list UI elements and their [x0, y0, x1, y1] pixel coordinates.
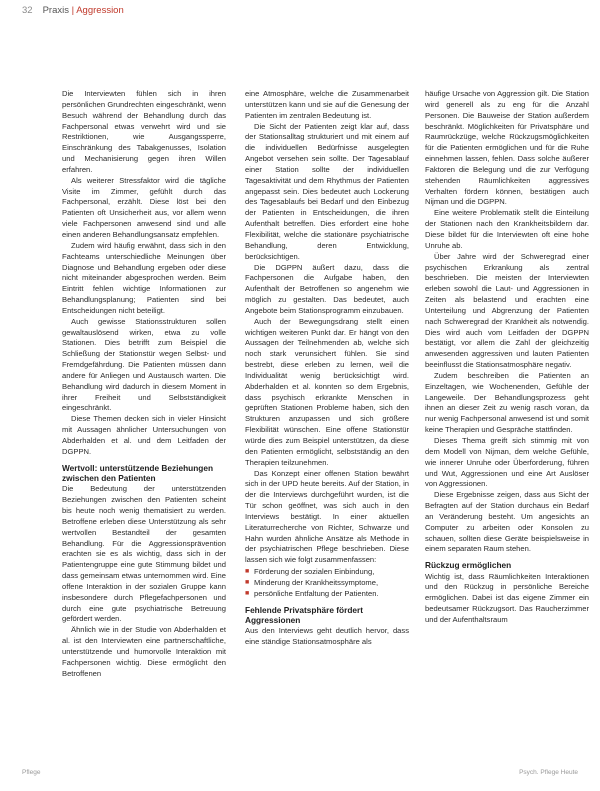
- paragraph: Die DGPPN äußert dazu, dass die Fachpersonen die Aufgabe haben, den Aufenthalt der Betroffenen so angenehm wie möglich zu gestalten. Das bedeutet, auch Angebote beim Stationsprogramm einzubauen.: [245, 262, 409, 315]
- topic-label: Aggression: [76, 4, 124, 16]
- paragraph: Auch der Bewegungsdrang stellt einen wichtigen weiteren Punkt dar. Er hängt von den Aussagen der Teilnehmenden ab, welche sich noch stark verunsichert fühlen. Sie sind bestrebt, diese erleben zu lernen, weil die Individualität wenig berücksichtigt wird. Abderhalden et al. konnten so dem Ergebnis, dass psychisch erkrankte Menschen in geprüften Stationen Probleme haben, sich den Strukturen anzupassen und sich größere Flexibilität wünschen. Eine offene Stationstür würde dies zum Beispiel unterstützen, da diese den Patienten ermöglicht, selbstständig an den Therapien teilzunehmen.: [245, 316, 409, 467]
- footer-right: Psych. Pflege Heute: [519, 769, 578, 776]
- paragraph: Zudem beschreiben die Patienten an Einzeltagen, wie Wochenenden, Gefühle der Langeweile. Der Behandlungsprozess geht ihnen an dieser Zeit zu wenig rasch voran, da nur wenig Fachpersonal anwesend ist und somit keine Therapien und Gespräche stattfinden.: [425, 370, 589, 435]
- bullet-icon: ■: [245, 578, 250, 586]
- column-right: [425, 89, 589, 753]
- paragraph: Die Sicht der Patienten zeigt klar auf, dass der Stationsalltag strukturiert und mit einem auf die individuellen Bedürfnisse ausgelegten Angebot versehen sein sollte. Der Tagesablauf einer Station sollte der individuellen Tagesaktivität und dem Rhythmus der Patienten angepasst sein. Dies bedeutet auch Lockerung des Tagesablaufs bei Bedarf und den Einbezug der Patienten in Entscheidungen, die ihren Aufenthalt betreffen. Dies erfordert eine hohe Flexibilität, welche die stationäre psychiatrische Behandlung, deren Entwicklung, berücksichtigen.: [245, 121, 409, 261]
- bullet-text: persönliche Entfaltung der Patienten.: [254, 588, 379, 598]
- paragraph: Zudem wird häufig erwähnt, dass sich in den Fachteams unterschiedliche Meinungen über Diagnose und Behandlung ergeben oder diese nicht miteinander abgesprochen werden. Beim Eintritt fehlen wichtige Informationen zur Behandlungsplanung; Patienten sind bei Entscheidungen nicht beteiligt.: [62, 240, 226, 315]
- subheading: Fehlende Privatsphäre fördert Aggressionen: [245, 604, 364, 625]
- bullet-item: [245, 578, 409, 589]
- paragraph: Ähnlich wie in der Studie von Abderhalden et al. ist den Interviewten eine partnerschaftliche, unterstützende und humorvolle Interaktion mit Fachpersonen wichtig. Diese ermöglicht den Betroffenen: [62, 625, 226, 678]
- subheading: Wertvoll: unterstützende Beziehungen zwischen den Patienten: [62, 462, 214, 483]
- page-number: 32: [22, 4, 33, 16]
- paragraph: Das Konzept einer offenen Station bewährt sich in der UPD heute bereits. Auf der Station, in der die Interviews durchgeführt wurden, ist die Tür schon geöffnet, was sich auch in den Interviews bestätigt. In einer aktuellen Literaturrecherche von Richter, Schwarze und Hahn wurden ähnliche Ansätze als Methode in der psychiatrischen Pflege beschrieben. Diese lassen sich wie folgt zusammenfassen:: [245, 468, 409, 565]
- bullet-item: [245, 589, 409, 600]
- bullet-item: [245, 567, 409, 578]
- paragraph: Die Interviewten fühlen sich in ihren persönlichen Grundrechten eingeschränkt, wenn Besuch während der Behandlung durch das Fachpersonal etwas verwehrt wird und sie Restriktionen, wie Ausgangssperre, Einschränkung des Tabakgenusses, Isolation und Mechanisierung gegen ihren Willen erfahren.: [62, 89, 226, 174]
- column-left: [62, 89, 226, 753]
- paragraph: Die Bedeutung der unterstützenden Beziehungen zwischen den Patienten scheint bis heute noch wenig thematisiert zu werden. Betroffene erleben diese Unterstützung als sehr wertvollen Bestandteil der gesamten Behandlung. Für die Aggressionsprävention erachten sie es als wichtig, dass sich in der Patientengruppe eine gute Stimmung bildet und dass gemeinsam etwas unternommen wird. Eine offene Interaktion in der sozialen Gruppe kann insbesondere durch Pflegefachpersonen und durch eine gute psychiatrische Betreuung gefördert werden.: [62, 484, 226, 624]
- section-label: Praxis: [42, 4, 69, 16]
- paragraph: Dieses Thema greift sich stimmig mit von dem Modell von Nijman, dem welche Gefühle, wie innerer Unruhe oder Überforderung, führen und Wut, Aggressionen und eine Art Auslöser von Aggressionen.: [425, 436, 589, 489]
- paragraph: Über Jahre wird der Schweregrad einer psychischen Erkrankung als zentral beschrieben. Die meisten der Interviewten erleben sowohl die Laut- und Aggressionen in Zeiten als belastend und erachten eine Unterteilung und Abgrenzung der Patienten nach Schweregrad der Krankheit als notwendig. Dies wird auch vom Leitfaden der DGPPN bestätigt, vor allem die Zahl der gleichzeitig anwesenden aggressiven und lauten Patienten beeinflusst die Stationsatmosphäre negativ.: [425, 251, 589, 370]
- bullet-text: Förderung der sozialen Einbindung,: [254, 567, 375, 577]
- paragraph: Diese Themen decken sich in vieler Hinsicht mit Aussagen ähnlicher Untersuchungen von Abderhalden et al. und dem Leitfaden der DGPPN.: [62, 414, 226, 456]
- column-middle: [245, 89, 409, 753]
- paragraph: häufige Ursache von Aggression gilt. Die Station wird generell als zu eng für die Anzahl Personen. Die Bauweise der Station außerdem beschränkt. Möglichkeiten für Privatsphäre und Raumrückzüge, welche Rückzugsmöglichkeiten für die Patienten ermöglichen und für die Ruhe einnehmen lassen, fehlen. Dass solche äußerer Faktoren die Belegung und die zur Verfügung stehenden Räumlichkeiten aggressives Verhalten fördern können, bestätigen auch Nijman und die DGPPN.: [425, 89, 589, 207]
- subheading: Rückzug ermöglichen: [425, 560, 512, 571]
- paragraph: Wichtig ist, dass Räumlichkeiten Interaktionen und den Rückzug in persönliche Bereiche ermöglichen. Dabei ist das eigene Zimmer ein bedeutsamer Rückzugsort. Das Raucherzimmer und der Aufenthaltsraum: [425, 571, 589, 624]
- article-body: [0, 89, 600, 753]
- paragraph: Aus den Interviews geht deutlich hervor, dass eine ständige Stationsatmosphäre als: [245, 626, 409, 647]
- paragraph: Auch gewisse Stationsstrukturen sollen gewaltauslösend wirken, etwa zu volle Stationen. Dies betrifft zum Beispiel die Schließung der Stationstür wegen Selbst- und Fremdgefährdung. Die Patienten müssen dann andere für Anliegen und Austausch warten. Die Behandlung wird dadurch in diesem Moment in ihrer Freiheit und Selbstständigkeit eingeschränkt.: [62, 316, 226, 413]
- paragraph: Eine weitere Problematik stellt die Einteilung der Stationen nach den Krankheitsbildern dar. Diese bildet für die Interviewten oft eine hohe Unruhe ab.: [425, 208, 589, 250]
- bullet-text: Minderung der Krankheitssymptome,: [254, 577, 379, 587]
- running-title: [43, 5, 124, 16]
- page-footer: [22, 769, 578, 781]
- bullet-icon: ■: [245, 568, 250, 576]
- running-header: [22, 3, 124, 17]
- paragraph: Als weiterer Stressfaktor wird die tägliche Visite im Zimmer, gefühlt durch das Fachpersonal, erzählt. Diese löst bei den Patienten oft Unsicherheit aus, vor allem wenn viele Fachpersonen anwesend sind und alle einen anderen Behandlungsansatz empfehlen.: [62, 175, 226, 239]
- bullet-list: [245, 567, 409, 600]
- paragraph: eine Atmosphäre, welche die Zusammenarbeit unterstützen kann und sie auf die Genesung der Patienten im zentralen Bedeutung ist.: [245, 89, 409, 120]
- paragraph: Diese Ergebnisse zeigen, dass aus Sicht der Befragten auf der Station durchaus ein Bedarf an Veränderung besteht. Um angesichts an Computer zu arbeiten oder Konsolen zu schauen, sollten diese Geräte beispielsweise in einem separaten Raum stehen.: [425, 490, 589, 554]
- footer-left: Pflege: [22, 769, 41, 776]
- header-separator: |: [71, 4, 75, 16]
- bullet-icon: ■: [245, 589, 250, 597]
